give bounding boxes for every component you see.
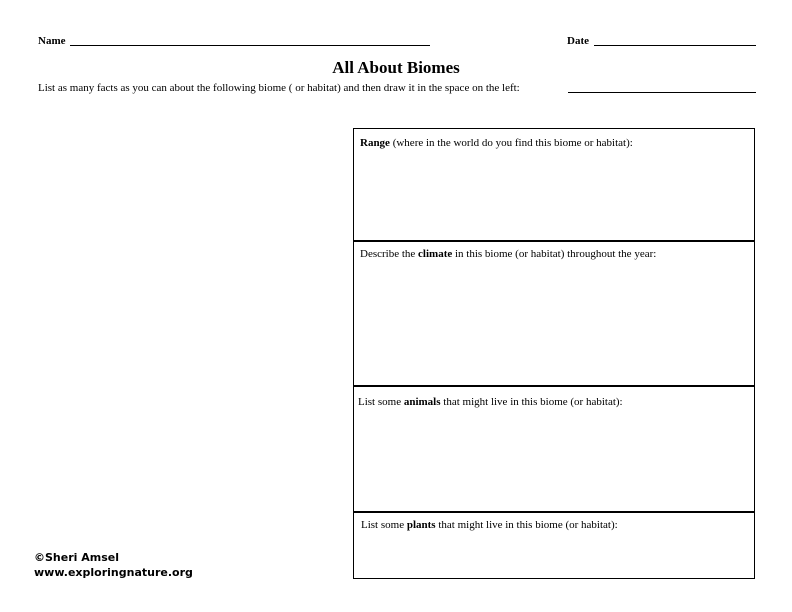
biome-line[interactable]	[568, 92, 756, 93]
website-text: www.exploringnature.org	[34, 566, 193, 579]
range-box[interactable]	[353, 128, 755, 242]
name-line[interactable]	[70, 45, 430, 46]
climate-box[interactable]	[353, 240, 755, 387]
animals-prompt: List some animals that might live in this biome (or habitat):	[358, 396, 623, 408]
date-label: Date	[567, 35, 589, 47]
date-line[interactable]	[594, 45, 756, 46]
climate-prompt: Describe the climate in this biome (or habitat) throughout the year:	[360, 248, 657, 260]
instruction-text: List as many facts as you can about the following biome ( or habitat) and then draw it in the space on the left:	[38, 82, 520, 94]
plants-box[interactable]	[353, 511, 755, 579]
drawing-area[interactable]	[38, 128, 338, 538]
name-label: Name	[38, 35, 66, 47]
copyright-text: ©Sheri Amsel	[34, 551, 119, 564]
animals-box[interactable]	[353, 385, 755, 513]
range-prompt: Range (where in the world do you find this biome or habitat):	[360, 137, 633, 149]
page-title: All About Biomes	[332, 58, 460, 77]
plants-prompt: List some plants that might live in this biome (or habitat):	[361, 519, 618, 531]
